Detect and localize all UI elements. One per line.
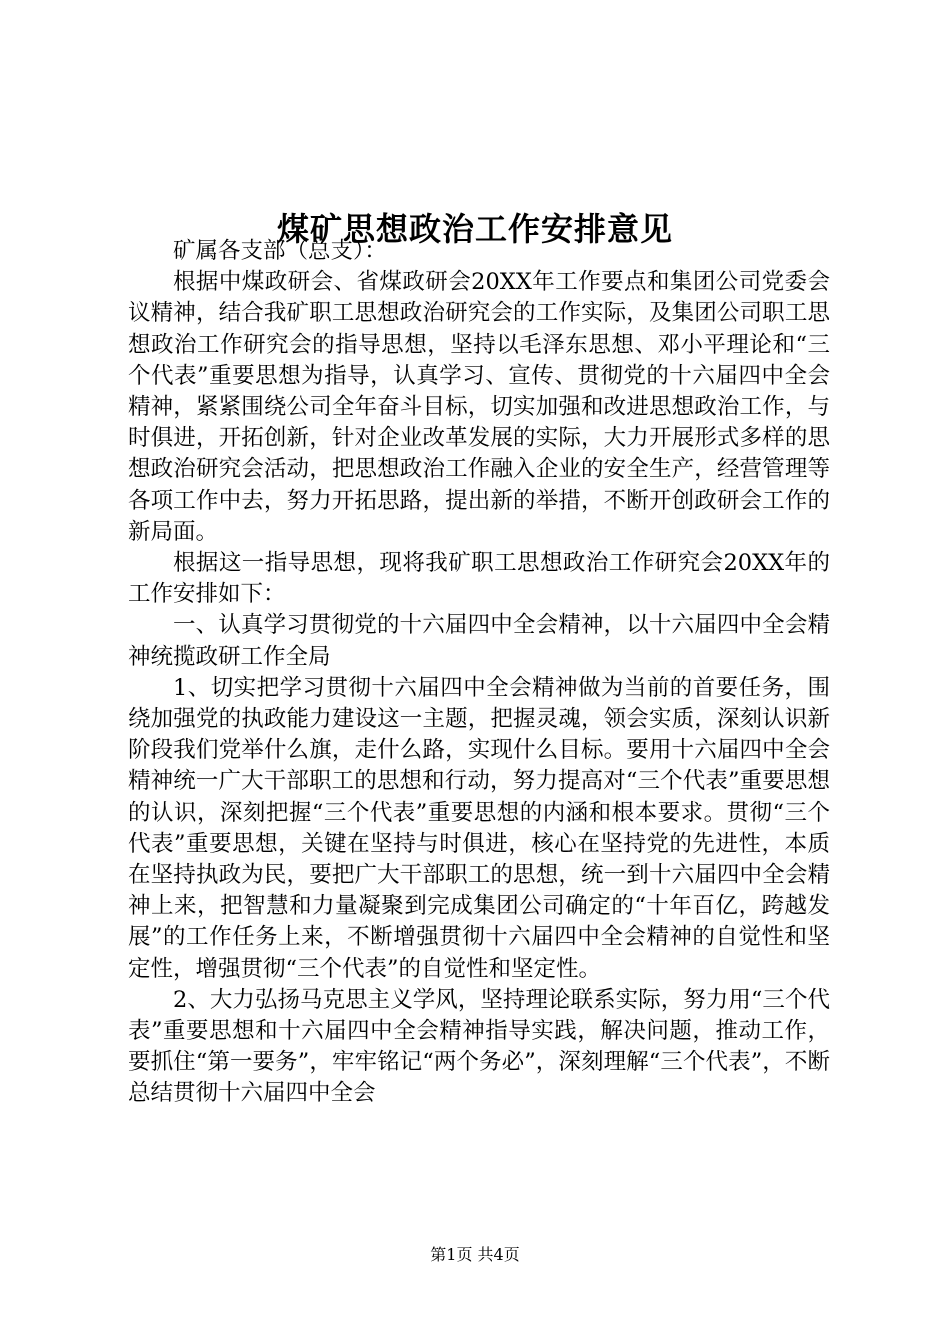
section-heading-1: 一、认真学习贯彻党的十六届四中全会精神，以十六届四中全会精神统揽政研工作全局	[128, 612, 830, 670]
document-title: 煤矿思想政治工作安排意见	[276, 210, 673, 249]
paragraph-guiding-principle: 根据中煤政研会、省煤政研会20XX年工作要点和集团公司党委会议精神，结合我矿职工思想政治研究会的工作实际，及集团公司职工思想政治工作研究会的指导思想，坚持以毛泽东思想、邓小平理论和“三个代表”重要思想为指导，认真学习、宣传、贯彻党的十六届四中全会精神，紧紧围绕公司全年奋斗目标，切实加强和改进思想政治工作，与时俱进，开拓创新，针对企业改革发展的实际，大力开展形式多样的思想政治研究会活动，把思想政治工作融入企业的安全生产，经营管理等各项工作中去，努力开拓思路，提出新的举措，不断开创政研会工作的新局面。	[128, 269, 830, 545]
paragraph-arrangement-intro: 根据这一指导思想，现将我矿职工思想政治工作研究会20XX年的工作安排如下：	[128, 550, 830, 608]
document-body	[128, 236, 830, 1110]
salutation: 矿属各支部（总支）：	[173, 238, 387, 264]
paragraph-item-1: 1、切实把学习贯彻十六届四中全会精神做为当前的首要任务，围绕加强党的执政能力建设这一主题，把握灵魂，领会实质，深刻认识新阶段我们党举什么旗，走什么路，实现什么目标。要用十六届四中全会精神统一广大干部职工的思想和行动，努力提高对“三个代表”重要思想的认识，深刻把握“三个代表”重要思想的内涵和根本要求。贯彻“三个代表”重要思想，关键在坚持与时俱进，核心在坚持党的先进性，本质在坚持执政为民，要把广大干部职工的思想，统一到十六届四中全会精神上来，把智慧和力量凝聚到完成集团公司确定的“十年百亿，跨越发展”的工作任务上来，不断增强贯彻十六届四中全会精神的自觉性和坚定性，增强贯彻“三个代表”的自觉性和坚定性。	[128, 674, 830, 982]
paragraph-item-2: 2、大力弘扬马克思主义学风，坚持理论联系实际，努力用“三个代表”重要思想和十六届四中全会精神指导实践，解决问题，推动工作，要抓住“第一要务”，牢牢铭记“两个务必”，深刻理解“三个代表”，不断总结贯彻十六届四中全会	[128, 986, 830, 1107]
page-number: 第1页 共4页	[430, 1245, 520, 1264]
